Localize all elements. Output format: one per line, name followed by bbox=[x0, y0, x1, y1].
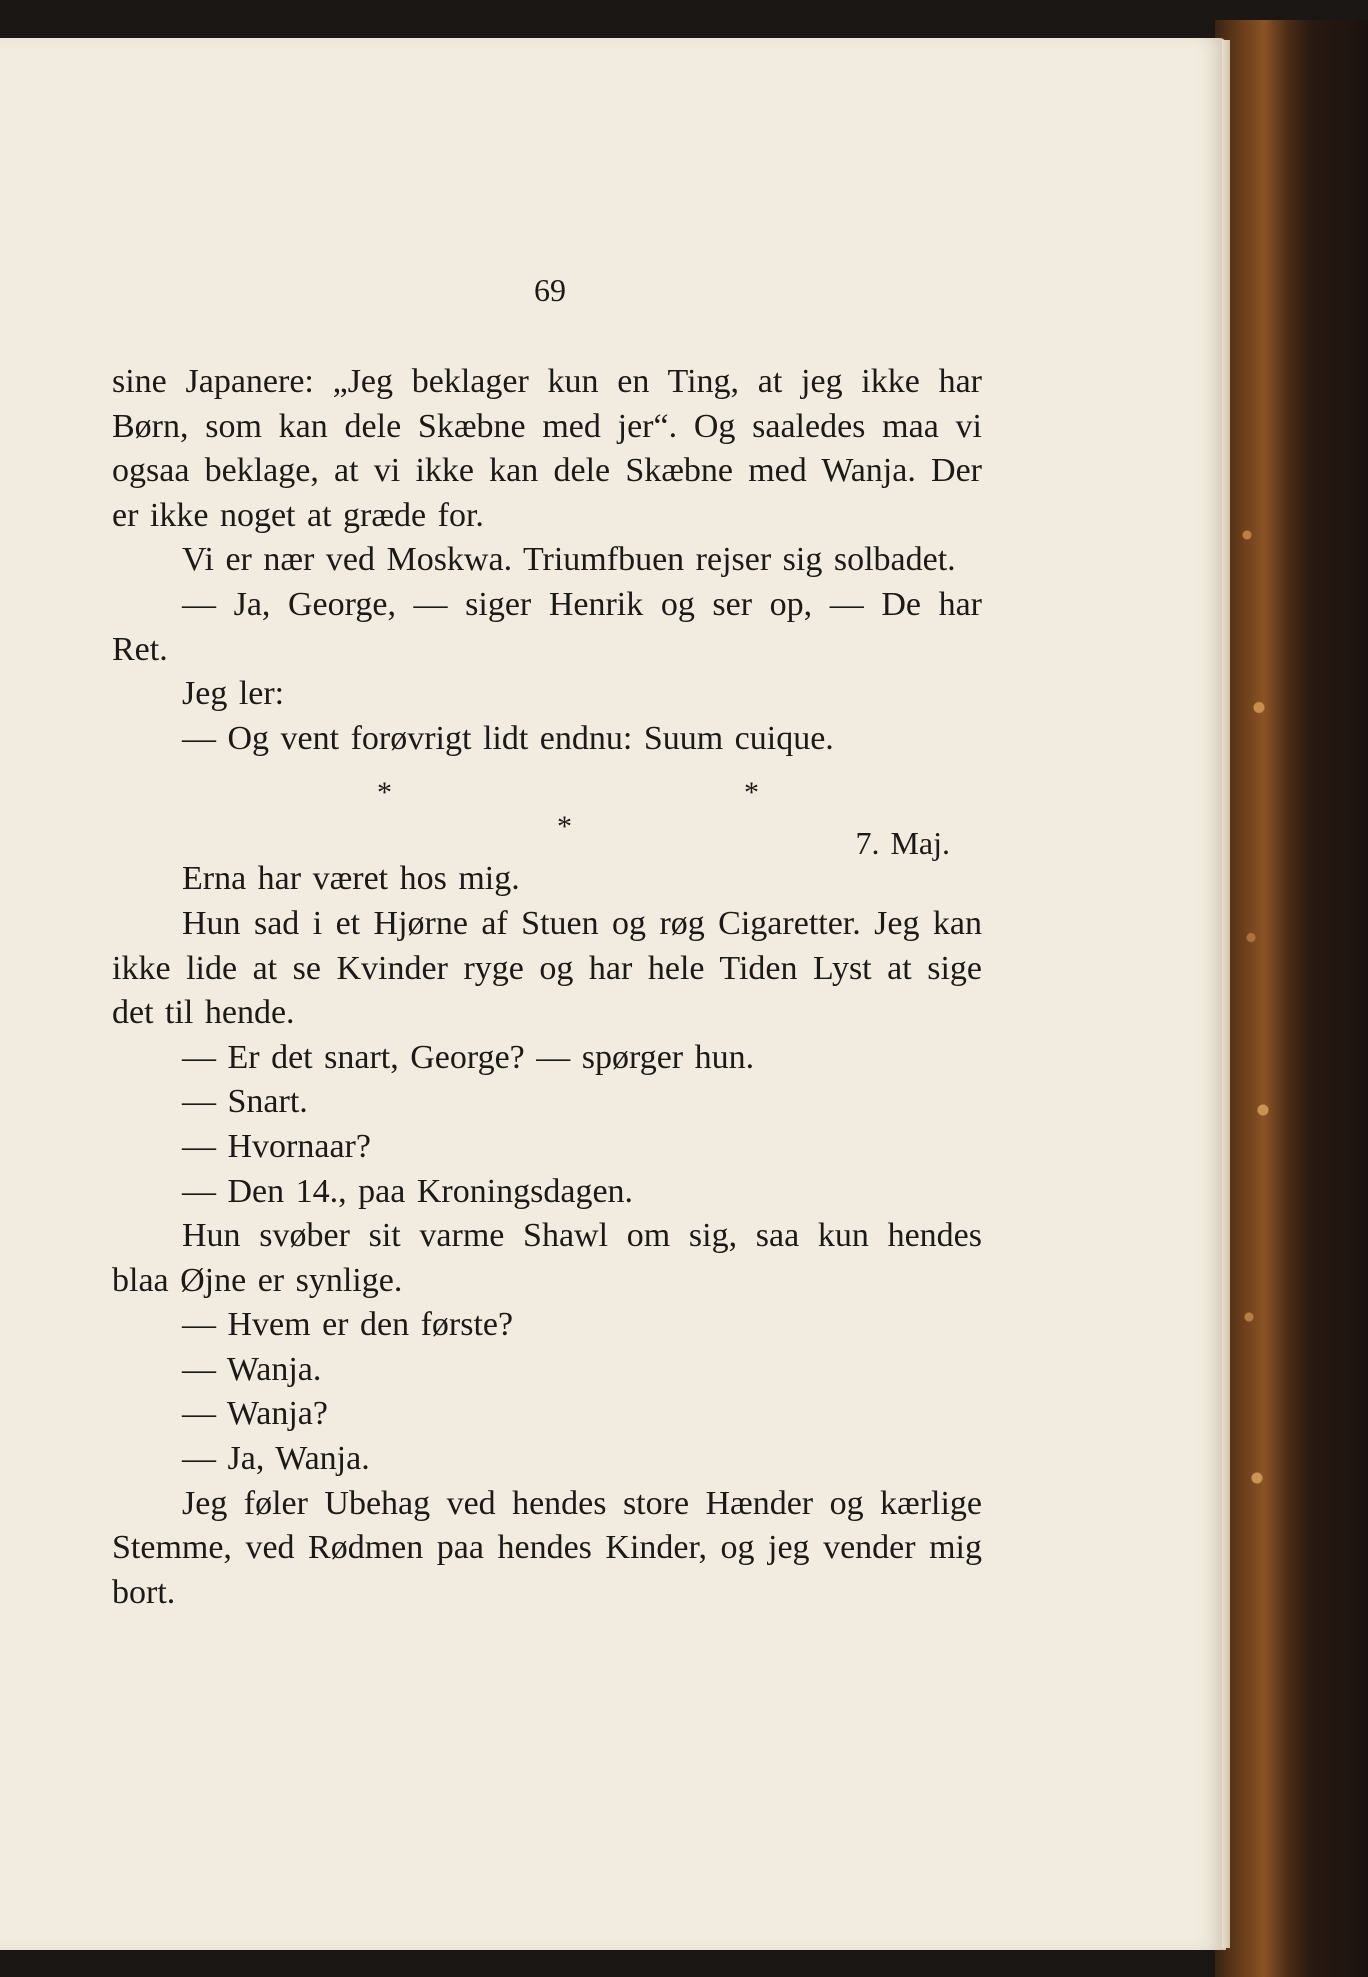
page-edge bbox=[1222, 40, 1230, 1948]
entry-date: 7. Maj. bbox=[855, 825, 950, 862]
paragraph: — Snart. bbox=[182, 1083, 308, 1121]
paragraph: — Er det snart, George? — spørger hun. bbox=[182, 1038, 755, 1076]
paragraph: sine Japanere: „Jeg beklager kun en Ting, at jeg ikke har Børn, som kan dele Skæbne med jer“. Og saaledes maa vi ogsaa beklage, at vi ikke kan dele Skæbne med Wanja. Der er ikke noget at græde for. bbox=[112, 363, 982, 534]
asterisk: * bbox=[377, 776, 392, 810]
asterisk: * bbox=[557, 810, 572, 844]
paragraph: — Wanja? bbox=[182, 1395, 328, 1433]
paragraph: Hun sad i et Hjørne af Stuen og røg Cigaretter. Jeg kan ikke lide at se Kvinder ryge og har hele Tiden Lyst at sige det til hende. bbox=[112, 904, 982, 1032]
paragraph: — Ja, Wanja. bbox=[182, 1440, 370, 1478]
paragraph: Jeg føler Ubehag ved hendes store Hænder og kærlige Stemme, ved Rødmen paa hendes Kinder, og jeg vender mig bort. bbox=[112, 1484, 982, 1611]
book-page bbox=[0, 38, 1226, 1950]
section-separator bbox=[112, 761, 982, 862]
paragraph: Erna har været hos mig. bbox=[182, 860, 520, 898]
page-number: 69 bbox=[534, 272, 566, 308]
paragraph: Vi er nær ved Moskwa. Triumfbuen rejser sig solbadet. bbox=[182, 541, 956, 579]
paragraph: — Den 14., paa Kroningsdagen. bbox=[182, 1172, 634, 1210]
paragraph: Hun svøber sit varme Shawl om sig, saa kun hendes blaa Øjne er synlige. bbox=[112, 1217, 982, 1299]
asterisk: * bbox=[744, 776, 759, 810]
paragraph: — Ja, George, — siger Henrik og ser op, — De har Ret. bbox=[112, 585, 982, 668]
paragraph: — Hvornaar? bbox=[182, 1127, 371, 1165]
paragraph: — Og vent forøvrigt lidt endnu: Suum cuique. bbox=[182, 719, 834, 757]
paragraph: — Hvem er den første? bbox=[182, 1306, 514, 1344]
binding-texture bbox=[1235, 420, 1275, 1570]
paragraph: Jeg ler: bbox=[182, 675, 285, 713]
page-text bbox=[112, 360, 982, 1615]
paragraph: — Wanja. bbox=[182, 1350, 322, 1388]
